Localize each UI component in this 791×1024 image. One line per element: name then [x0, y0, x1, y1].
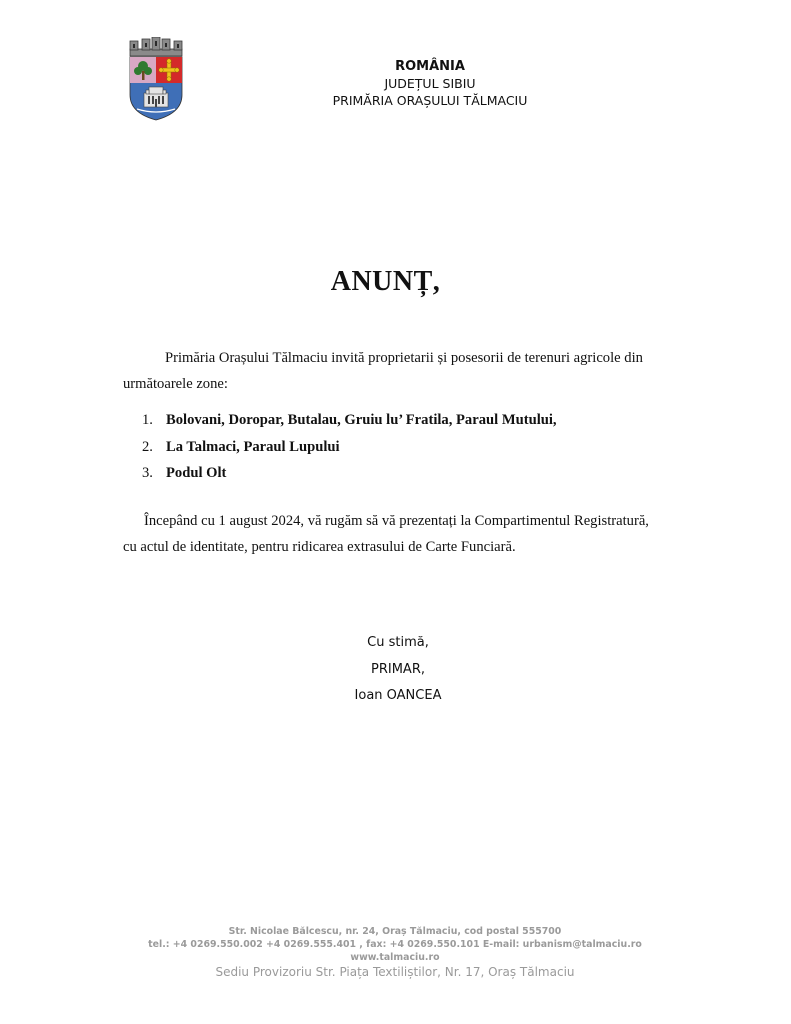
list-item: 1. Bolovani, Doropar, Butalau, Gruiu lu’ Fratila, Paraul Mutului,: [142, 412, 557, 428]
signature-name: Ioan OANCEA: [354, 688, 442, 703]
header-country: ROMÂNIA: [395, 59, 465, 74]
signature-block: [300, 630, 496, 710]
instruction-text: Începând cu 1 august 2024, vă rugăm să vă prezentați la Compartimentul Registratură, cu actul de identitate, pentru ridicarea extrasului de Carte Funciară.: [123, 513, 649, 555]
document-header: [300, 58, 560, 109]
header-county: JUDEȚUL SIBIU: [384, 76, 476, 91]
list-item: 2. La Talmaci, Paraul Lupului: [142, 438, 340, 455]
footer-website: www.talmaciu.ro: [350, 952, 440, 963]
footer-contact: tel.: +4 0269.550.002 +4 0269.555.401 , fax: +4 0269.550.101 E-mail: urbanism@talmaciu.ro: [148, 939, 642, 950]
intro-text: Primăria Orașului Tălmaciu invită proprietarii și posesorii de terenuri agricole din următoarele zone:: [123, 350, 643, 392]
signature-role: PRIMAR,: [371, 661, 425, 677]
footer-seat: Sediu Provizoriu Str. Piața Textiliștilor, Nr. 17, Oraș Tălmaciu: [215, 965, 575, 979]
intro-paragraph: [123, 345, 663, 397]
document-footer: [100, 925, 690, 981]
list-item: 3. Podul Olt: [142, 465, 227, 481]
instruction-paragraph: [123, 508, 663, 560]
zones-list: [142, 412, 557, 492]
header-institution: PRIMĂRIA ORAȘULUI TĂLMACIU: [332, 93, 528, 108]
coat-of-arms-icon: [127, 37, 185, 121]
signature-closing: Cu stimă,: [367, 635, 429, 650]
footer-address: Str. Nicolae Bălcescu, nr. 24, Oraș Tălmaciu, cod postal 555700: [228, 926, 562, 937]
document-title: ANUNȚ,: [330, 266, 441, 297]
